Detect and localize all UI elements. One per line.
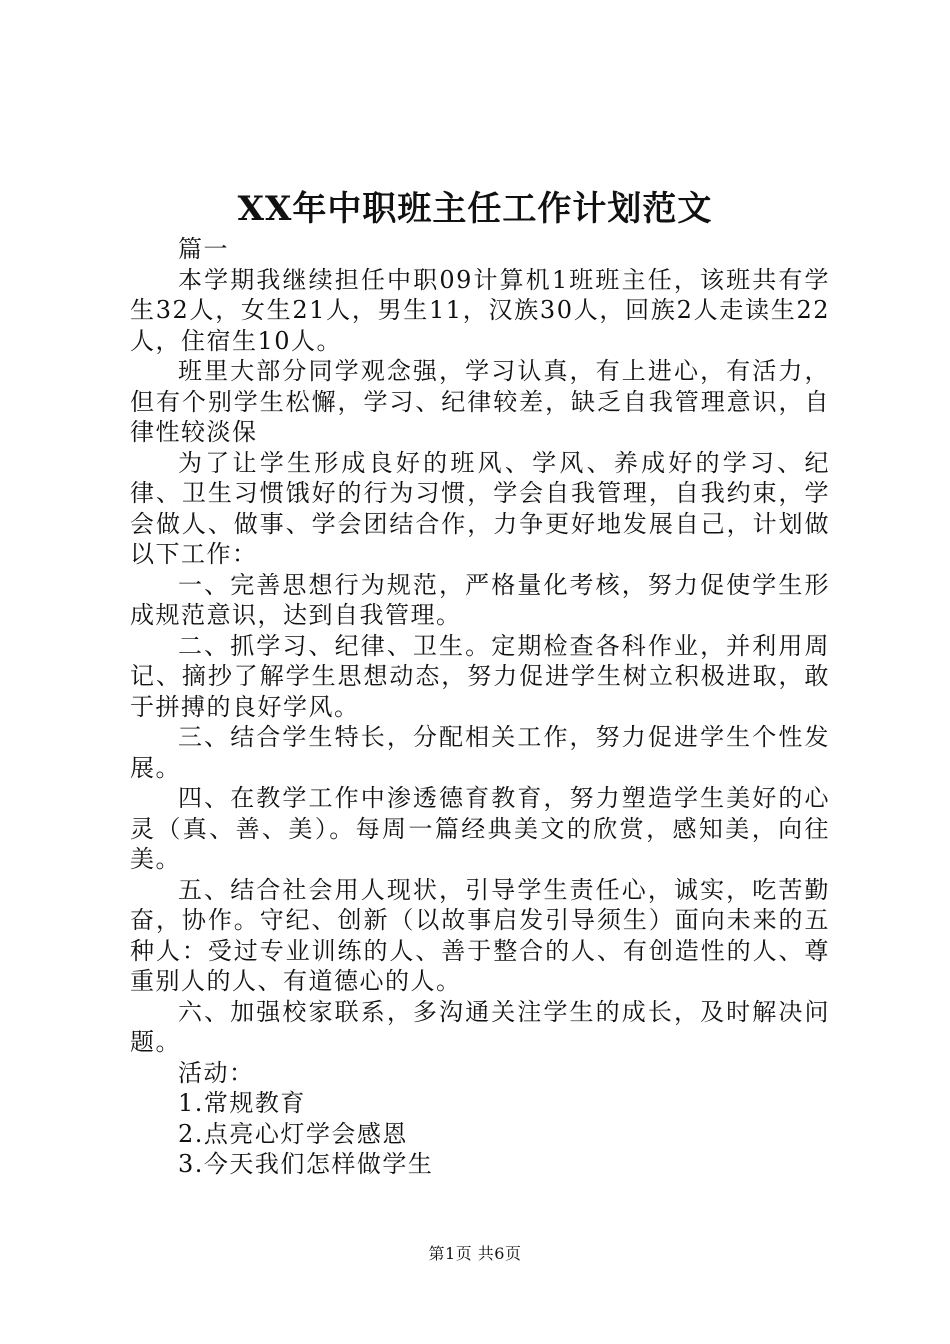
document-title: XX年中职班主任工作计划范文 [237, 189, 713, 229]
section-heading: 篇一 [178, 235, 229, 263]
activity-item: 3.今天我们怎样做学生 [178, 1150, 434, 1178]
activity-item: 2.点亮心灯学会感恩 [178, 1119, 408, 1148]
paragraph-item-1: 一、完善思想行为规范，严格量化考核，努力促使学生形成规范意识，达到自我管理。 [130, 570, 830, 629]
paragraph-class-status: 班里大部分同学观念强，学习认真，有上进心，有活力，但有个别学生松懈，学习、纪律较差，缺乏自我管理意识，自律性较淡保 [130, 357, 830, 446]
paragraph-item-2: 二、抓学习、纪律、卫生。定期检查各科作业，并利用周记、摘抄了解学生思想动态，努力促进学生树立积极进取，敢于拼搏的良好学风。 [130, 631, 830, 721]
paragraph-item-4: 四、在教学工作中渗透德育教育，努力塑造学生美好的心灵（真、善、美）。每周一篇经典美文的欣赏，感知美，向往美。 [130, 784, 830, 873]
document-body [130, 234, 830, 1180]
page-footer: 第1页 共6页 [428, 1244, 522, 1263]
paragraph-goals: 为了让学生形成良好的班风、学风、养成好的学习、纪律、卫生习惯饿好的行为习惯，学会自我管理，自我约束，学会做人、做事、学会团结合作，力争更好地发展自己，计划做以下工作： [130, 448, 830, 568]
paragraph-class-overview: 本学期我继续担任中职09计算机1班班主任，该班共有学生32人，女生21人，男生11，汉族30人，回族2人走读生22人，住宿生10人。 [130, 265, 830, 355]
paragraph-item-5: 五、结合社会用人现状，引导学生责任心，诚实，吃苦勤奋，协作。守纪、创新（以故事启发引导须生）面向未来的五种人：受过专业训练的人、善于整合的人、有创造性的人、尊重别人的人、有道德心的人。 [130, 875, 830, 995]
paragraph-item-3: 三、结合学生特长，分配相关工作，努力促进学生个性发展。 [130, 723, 830, 782]
paragraph-item-6: 六、加强校家联系，多沟通关注学生的成长，及时解决问题。 [130, 997, 830, 1056]
activities-heading: 活动： [178, 1058, 255, 1087]
activity-item: 1.常规教育 [178, 1089, 306, 1117]
